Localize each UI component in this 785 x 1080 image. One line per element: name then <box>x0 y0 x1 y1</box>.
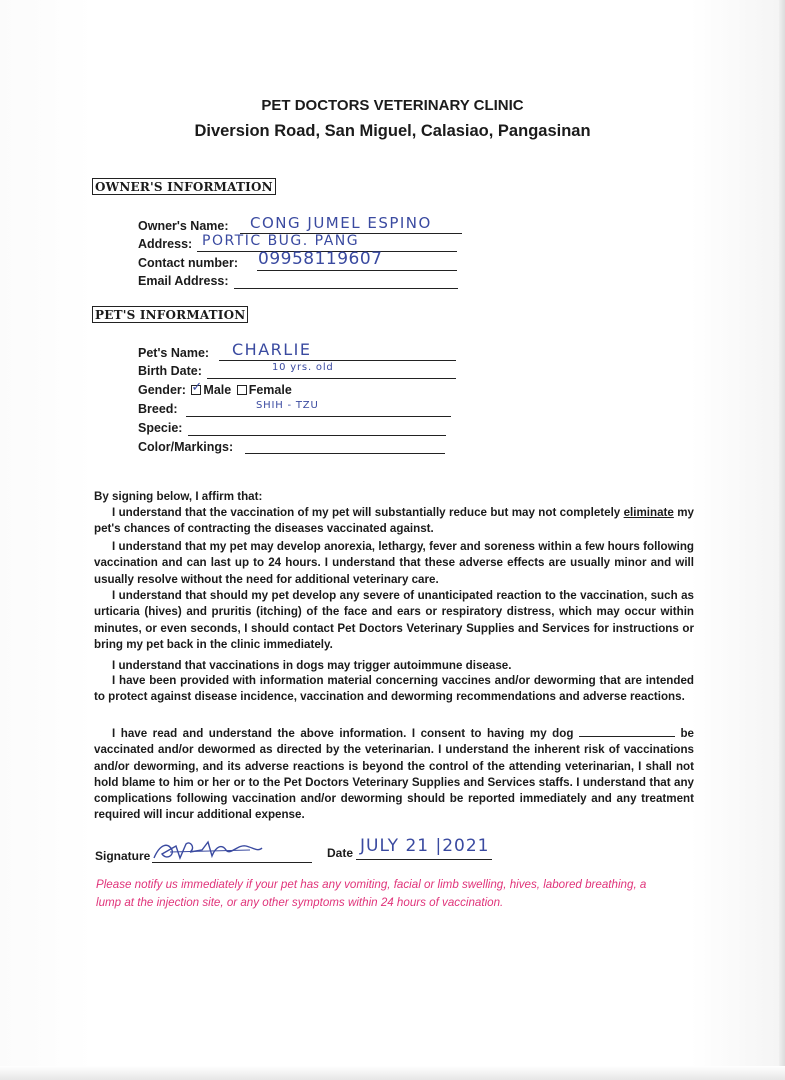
consent-paragraph-5: I have been provided with information material concerning vaccines and/or deworming that are intended to protect against disease incidence, vaccination and deworming recommendations and adverse reactions. <box>94 674 694 704</box>
pet-name-label: Pet's Name: <box>138 346 210 360</box>
vaccination-notice: Please notify us immediately if your pet has any vomiting, facial or limb swelling, hives, labored breathing, a lump at the injection site, or any other symptoms within 24 hours of vaccination. <box>96 878 647 909</box>
pet-info-heading: PET'S INFORMATION <box>92 306 248 323</box>
gender-female-checkbox[interactable] <box>237 385 247 395</box>
owner-name-label: Owner's Name: <box>138 219 229 233</box>
breed-label: Breed: <box>138 402 178 416</box>
gender-female-option: Female <box>248 383 292 397</box>
dog-name-blank[interactable] <box>579 726 675 737</box>
birth-date-line <box>207 378 456 379</box>
consent-paragraph-1 <box>94 505 694 538</box>
specie-line <box>188 435 446 436</box>
consent-p6-end: be vaccinated and/or dewormed as directed by the veterinarian. I understand the inherent risk of vaccinations and/or deworming, and its adverse reactions is beyond the control of the attending veterinarian, I shall not hold blame to him or her or to the Pet Doctors Veterinary Supplies and Services staffs. I understand that any complications following vaccination and/or deworming should be reported immediately and any treatment required will incur additional expense. <box>94 727 694 822</box>
consent-p1-start: I understand that the vaccination of my pet will substantially reduce but may not completely <box>112 506 621 519</box>
consent-paragraph-4: I understand that vaccinations in dogs may trigger autoimmune disease. <box>112 659 512 672</box>
pet-name-line <box>219 360 456 361</box>
color-markings-label: Color/Markings: <box>138 440 234 454</box>
handwritten-signature[interactable] <box>150 836 270 866</box>
breed-value[interactable]: SHIH - TZU <box>256 400 319 411</box>
breed-line <box>186 416 451 417</box>
contact-value[interactable]: 09958119607 <box>258 249 383 269</box>
birth-date-label: Birth Date: <box>138 364 202 378</box>
specie-label: Specie: <box>138 421 183 435</box>
consent-paragraph-2: I understand that my pet may develop anorexia, lethargy, fever and soreness within a few hours following vaccination and can last up to 24 hours. I understand that these adverse effects are usually minor and will usually resolve without the need for additional veterinary care. <box>94 540 694 586</box>
date-value[interactable]: JULY 21 |2021 <box>360 836 490 856</box>
clinic-name: PET DOCTORS VETERINARY CLINIC <box>261 97 524 114</box>
consent-paragraph-6 <box>94 726 694 824</box>
gender-male-checkbox[interactable] <box>191 379 203 395</box>
consent-paragraph-3: I understand that should my pet develop any severe of unanticipated reaction to the vaccination, such as urticaria (hives) and pruritis (itching) of the face and ears or respiratory distress, which may occur within minutes, or even seconds, I should contact Pet Doctors Veterinary Supplies and Services for instructions or bring my pet back in the clinic immediately. <box>94 589 694 651</box>
contact-line <box>257 270 457 271</box>
scan-edge-right <box>779 0 785 1080</box>
owner-info-heading: OWNER'S INFORMATION <box>92 178 276 195</box>
date-line <box>356 859 492 860</box>
scan-edge-bottom <box>0 1066 785 1080</box>
gender-male-option: Male <box>203 383 232 397</box>
email-label: Email Address: <box>138 274 229 288</box>
birth-date-value[interactable]: 10 yrs. old <box>272 362 334 373</box>
consent-intro: By signing below, I affirm that: <box>94 490 263 503</box>
contact-label: Contact number: <box>138 256 238 270</box>
address-label: Address: <box>138 237 193 251</box>
gender-row <box>138 379 292 397</box>
pet-name-value[interactable]: CHARLIE <box>232 340 312 359</box>
date-label: Date <box>327 846 354 860</box>
email-line <box>234 288 458 289</box>
check-mark-icon: ✓ <box>191 379 203 394</box>
signature-label: Signature <box>95 849 151 863</box>
consent-p6-start: I have read and understand the above information. I consent to having my dog <box>112 727 579 740</box>
clinic-address: Diversion Road, San Miguel, Calasiao, Pangasinan <box>194 122 591 140</box>
color-markings-line <box>245 453 445 454</box>
consent-p1-underlined: eliminate <box>623 506 674 519</box>
address-value[interactable]: PORTIC BUG. PANG <box>202 233 360 249</box>
consent-p1-end: my pet's chances of contracting the diseases vaccinated against. <box>94 506 694 536</box>
gender-label: Gender: <box>138 383 186 397</box>
owner-name-value[interactable]: CONG JUMEL ESPINO <box>250 214 432 232</box>
